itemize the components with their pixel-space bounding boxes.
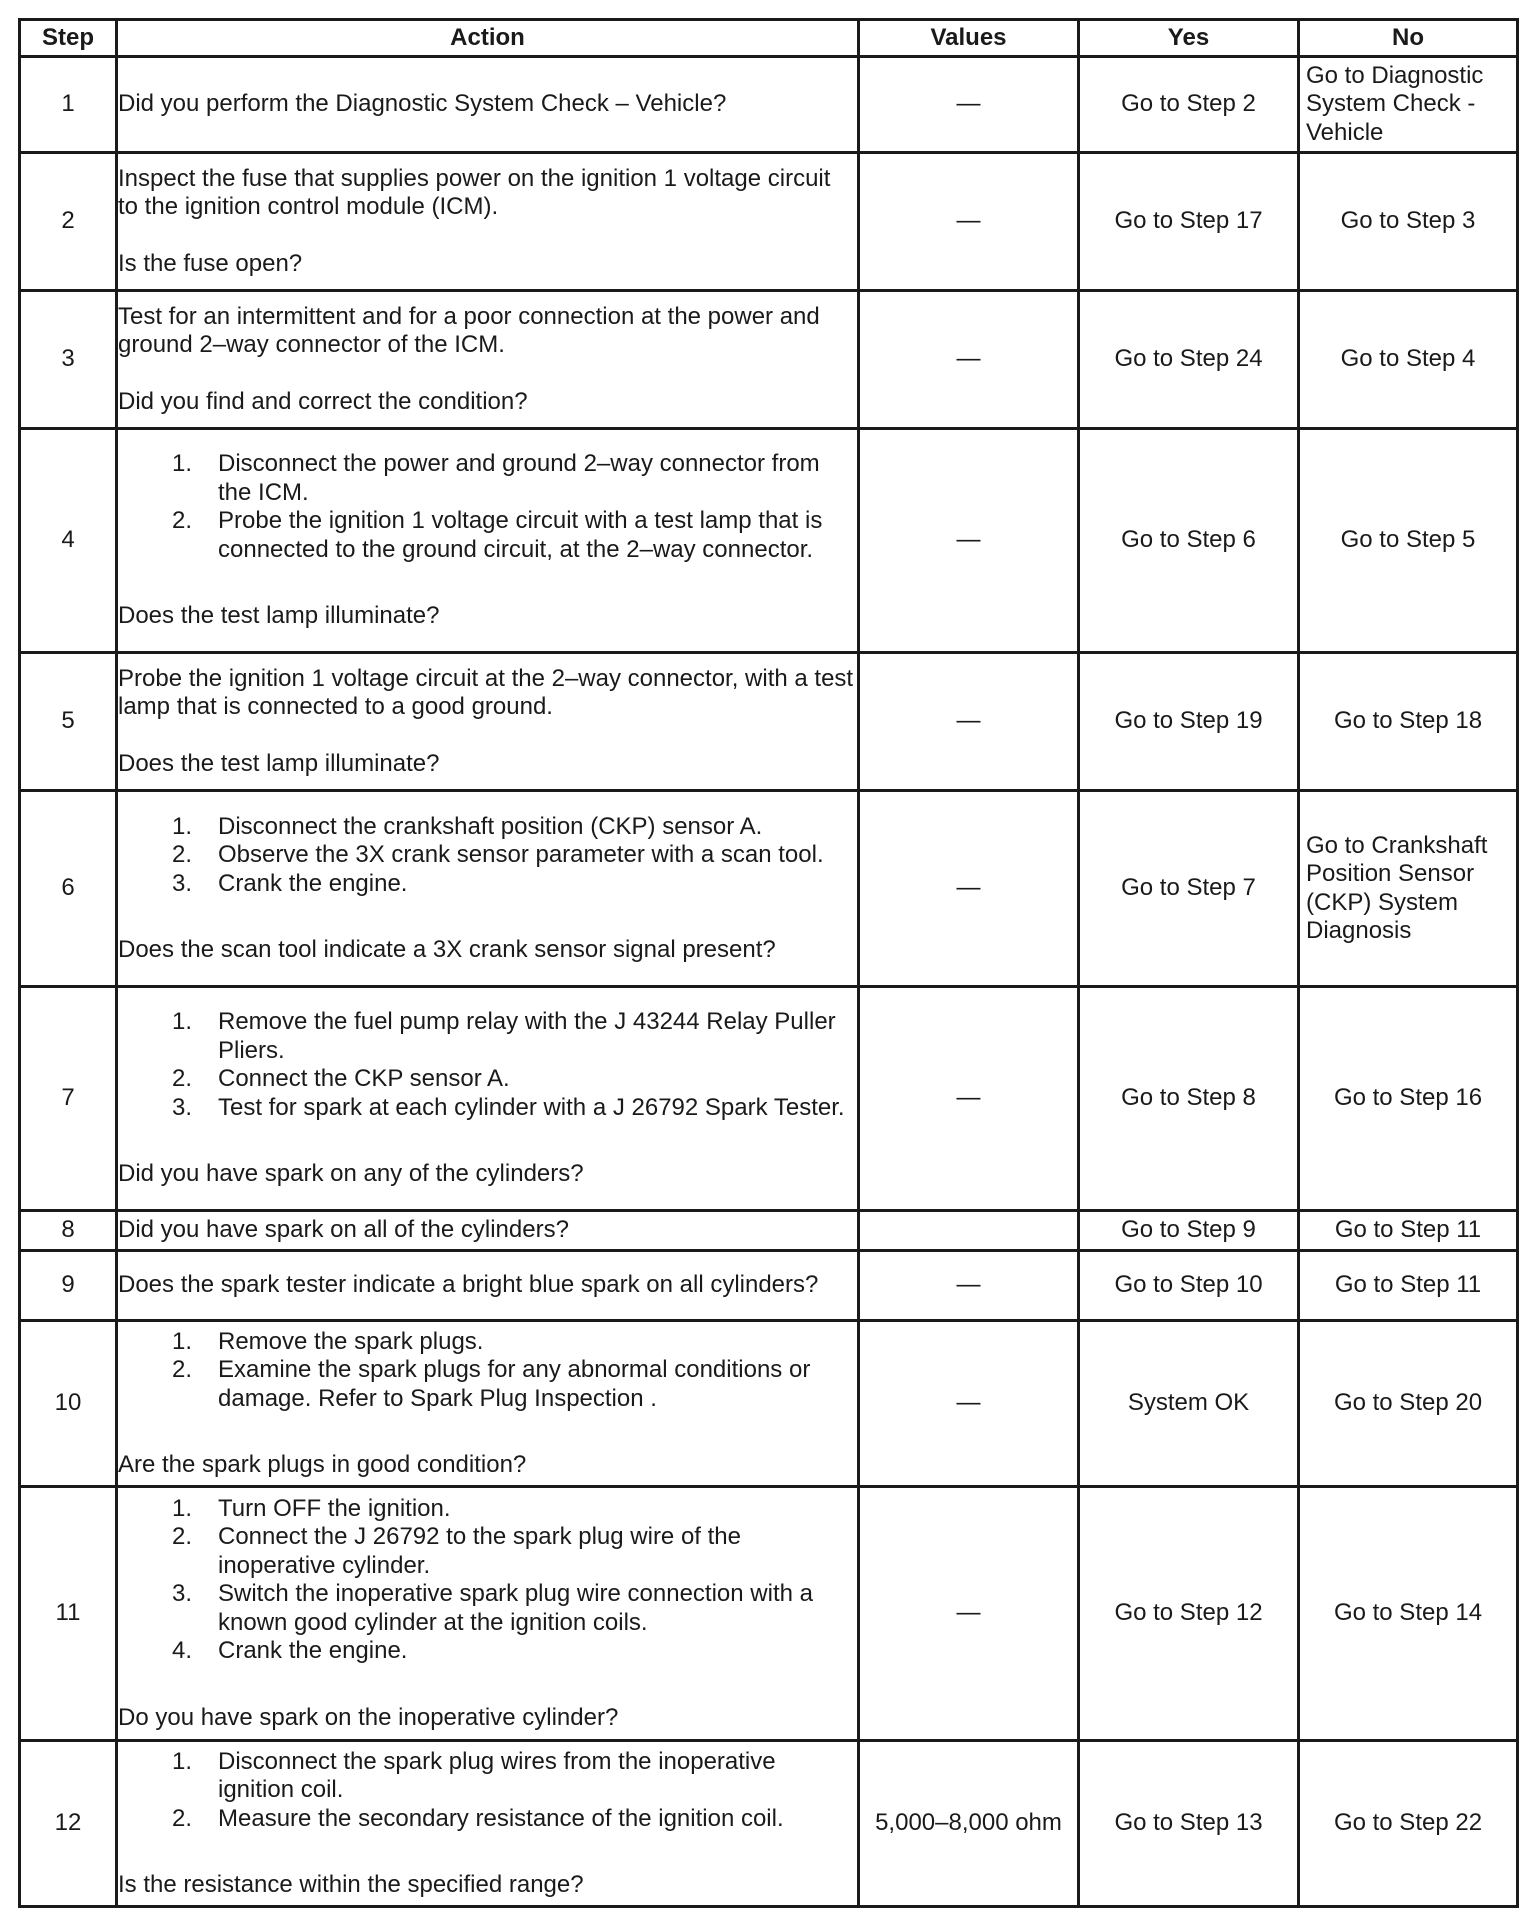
step-number: 5: [20, 653, 117, 791]
value-cell: —: [859, 153, 1079, 291]
action-cell: [117, 987, 859, 1211]
no-cell: Go to Step 5: [1299, 429, 1518, 653]
action-cell: [117, 653, 859, 791]
action-cell: [117, 791, 859, 987]
action-step: 2. Observe the 3X crank sensor parameter with a scan tool.: [171, 841, 824, 868]
no-cell: Go to Step 11: [1299, 1211, 1518, 1251]
yes-cell: Go to Step 17: [1079, 153, 1299, 291]
action-step: 2. Connect the J 26792 to the spark plug wire of the inoperative cylinder.: [171, 1523, 741, 1579]
action-step: 3. Crank the engine.: [171, 869, 408, 897]
no-cell: Go to Step 11: [1299, 1251, 1518, 1321]
yes-cell: Go to Step 10: [1079, 1251, 1299, 1321]
header-row: [20, 20, 1518, 57]
step-number: 6: [20, 791, 117, 987]
action-step: 1. Remove the fuel pump relay with the J 43244 Relay Puller Pliers.: [171, 1008, 836, 1064]
no-cell: Go to Step 4: [1299, 291, 1518, 429]
value-cell: —: [859, 429, 1079, 653]
value-cell: [859, 1211, 1079, 1251]
action-step: 2. Connect the CKP sensor A.: [171, 1065, 510, 1093]
no-cell: Go to Step 3: [1299, 153, 1518, 291]
action-text: Does the spark tester indicate a bright blue spark on all cylinders?: [118, 1271, 819, 1299]
action-text: Did you have spark on all of the cylinders?: [118, 1216, 569, 1244]
action-step: 2. Examine the spark plugs for any abnormal conditions or damage. Refer to Spark Plug Inspection .: [171, 1356, 811, 1412]
step-number: 2: [20, 153, 117, 291]
action-cell: [117, 153, 859, 291]
yes-cell: Go to Step 24: [1079, 291, 1299, 429]
value-cell: —: [859, 987, 1079, 1211]
step-number: 8: [20, 1211, 117, 1251]
action-step: 1. Turn OFF the ignition.: [171, 1494, 451, 1522]
table-row: [20, 987, 1518, 1211]
action-steps: [118, 1495, 857, 1666]
no-cell: Go to Step 14: [1299, 1487, 1518, 1741]
yes-cell: System OK: [1079, 1321, 1299, 1487]
action-question: Does the test lamp illuminate?: [118, 602, 440, 630]
action-cell: [117, 1741, 859, 1907]
action-question: Do you have spark on the inoperative cylinder?: [118, 1703, 619, 1731]
table-row: [20, 1321, 1518, 1487]
table-row: [20, 291, 1518, 429]
step-number: 11: [20, 1487, 117, 1741]
value-cell: —: [859, 791, 1079, 987]
step-number: 4: [20, 429, 117, 653]
action-cell: [117, 57, 859, 153]
action-step: 3. Test for spark at each cylinder with a J 26792 Spark Tester.: [171, 1093, 845, 1121]
table-row: [20, 1211, 1518, 1251]
diagnostic-table: [18, 18, 1519, 1908]
action-text: Probe the ignition 1 voltage circuit at the 2–way connector, with a test lamp that is connected to a good ground.: [118, 664, 854, 721]
no-cell: Go to Crankshaft Position Sensor (CKP) System Diagnosis: [1299, 791, 1518, 987]
no-cell: Go to Diagnostic System Check - Vehicle: [1299, 57, 1518, 153]
action-cell: [117, 291, 859, 429]
yes-cell: Go to Step 19: [1079, 653, 1299, 791]
table-row: [20, 57, 1518, 153]
action-text: Test for an intermittent and for a poor connection at the power and ground 2–way connector of the ICM.: [118, 302, 820, 359]
yes-cell: Go to Step 2: [1079, 57, 1299, 153]
value-cell: —: [859, 291, 1079, 429]
header-no: No: [1299, 20, 1518, 57]
yes-cell: Go to Step 7: [1079, 791, 1299, 987]
action-question: Is the resistance within the specified range?: [118, 1871, 584, 1898]
step-number: 3: [20, 291, 117, 429]
yes-cell: Go to Step 12: [1079, 1487, 1299, 1741]
yes-cell: Go to Step 9: [1079, 1211, 1299, 1251]
value-cell: —: [859, 653, 1079, 791]
header-yes: Yes: [1079, 20, 1299, 57]
value-cell: 5,000–8,000 ohm: [859, 1741, 1079, 1907]
action-steps: [118, 450, 857, 564]
action-step: 1. Disconnect the crankshaft position (CKP) sensor A.: [171, 812, 763, 840]
action-cell: [117, 1321, 859, 1487]
action-question: Did you find and correct the condition?: [118, 387, 528, 415]
step-number: 1: [20, 57, 117, 153]
value-cell: —: [859, 57, 1079, 153]
step-number: 9: [20, 1251, 117, 1321]
yes-cell: Go to Step 6: [1079, 429, 1299, 653]
step-number: 7: [20, 987, 117, 1211]
table-row: [20, 153, 1518, 291]
action-question: Is the fuse open?: [118, 249, 303, 277]
header-values: Values: [859, 20, 1079, 57]
action-steps: [118, 1328, 857, 1414]
action-step: 1. Disconnect the spark plug wires from the inoperative ignition coil.: [171, 1747, 776, 1803]
action-question: Are the spark plugs in good condition?: [118, 1451, 527, 1478]
value-cell: —: [859, 1487, 1079, 1741]
action-step: 1. Remove the spark plugs.: [171, 1327, 484, 1355]
action-steps: [118, 1008, 857, 1122]
no-cell: Go to Step 22: [1299, 1741, 1518, 1907]
table-row: [20, 1251, 1518, 1321]
action-step: 4. Crank the engine.: [171, 1637, 408, 1665]
action-text: Did you perform the Diagnostic System Check – Vehicle?: [118, 90, 727, 118]
step-number: 12: [20, 1741, 117, 1907]
table-row: [20, 1741, 1518, 1907]
table-row: [20, 791, 1518, 987]
yes-cell: Go to Step 8: [1079, 987, 1299, 1211]
action-step: 2. Probe the ignition 1 voltage circuit with a test lamp that is connected to the ground circuit, at the 2–way connector.: [171, 507, 823, 563]
value-cell: —: [859, 1321, 1079, 1487]
action-question: Does the scan tool indicate a 3X crank sensor signal present?: [118, 936, 776, 963]
action-cell: [117, 1487, 859, 1741]
table-row: [20, 429, 1518, 653]
value-cell: —: [859, 1251, 1079, 1321]
action-cell: [117, 1211, 859, 1251]
table-row: [20, 653, 1518, 791]
table-row: [20, 1487, 1518, 1741]
action-text: Inspect the fuse that supplies power on the ignition 1 voltage circuit to the ignition control module (ICM).: [118, 164, 831, 221]
action-question: Did you have spark on any of the cylinders?: [118, 1160, 584, 1188]
no-cell: Go to Step 20: [1299, 1321, 1518, 1487]
header-action: Action: [117, 20, 859, 57]
action-step: 1. Disconnect the power and ground 2–way connector from the ICM.: [171, 450, 820, 506]
action-cell: [117, 429, 859, 653]
no-cell: Go to Step 18: [1299, 653, 1518, 791]
action-step: 2. Measure the secondary resistance of the ignition coil.: [171, 1804, 784, 1832]
action-step: 3. Switch the inoperative spark plug wire connection with a known good cylinder at the ignition coils.: [171, 1580, 813, 1636]
action-cell: [117, 1251, 859, 1321]
action-steps: [118, 813, 857, 899]
header-step: Step: [20, 20, 117, 57]
yes-cell: Go to Step 13: [1079, 1741, 1299, 1907]
no-cell: Go to Step 16: [1299, 987, 1518, 1211]
action-steps: [118, 1748, 857, 1834]
step-number: 10: [20, 1321, 117, 1487]
action-question: Does the test lamp illuminate?: [118, 749, 440, 777]
